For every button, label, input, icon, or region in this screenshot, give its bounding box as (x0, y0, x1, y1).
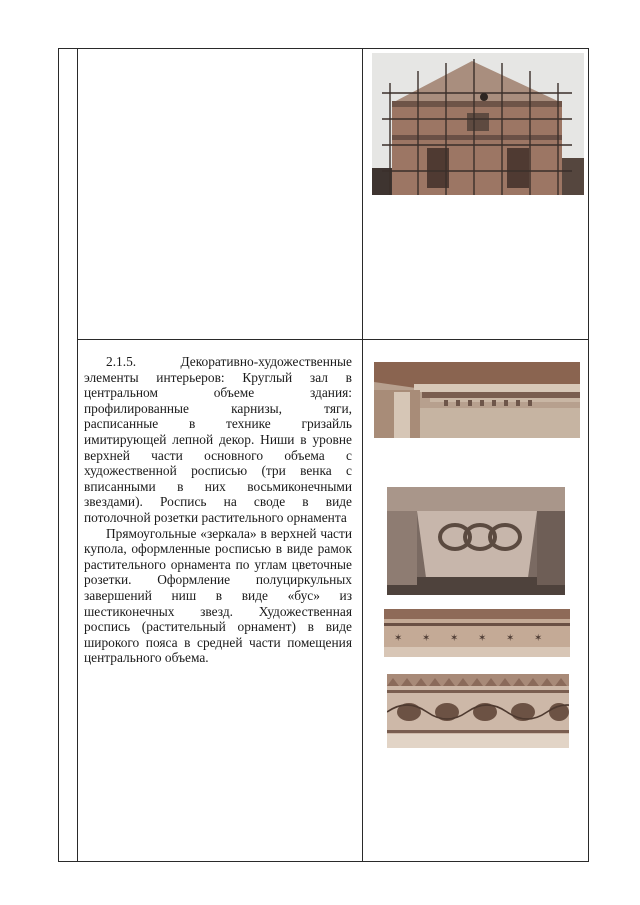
svg-text:✶: ✶ (506, 633, 515, 644)
row-divider (77, 339, 589, 340)
floral-ornament-photo (387, 674, 569, 748)
paragraph-1-body: Круглый зал в центральном объеме здания: профилированные карнизы, тяги, расписанные в технике гризайль имитирующей лепной декор. Ниши в уровне верхней части основного объема с художественной росписью (три венка с вписанными в них восьмиконечными звездами). Роспись на своде в виде потолочной розетки растительного орнамента (84, 369, 352, 525)
section-heading: 2.1.5. Декоративно-художественные элементы интерьеров: (84, 354, 352, 385)
paragraph-1 (84, 354, 352, 526)
cornice-photo (374, 362, 580, 438)
stars-frieze-photo (384, 609, 570, 657)
column-divider-left (77, 48, 78, 862)
column-divider-middle (362, 48, 363, 862)
facade-scaffolding-photo (372, 53, 584, 195)
wreaths-painting-photo (387, 487, 565, 595)
svg-text:✶: ✶ (478, 633, 487, 644)
description-text (84, 354, 352, 666)
svg-text:✶: ✶ (422, 633, 431, 644)
svg-text:✶: ✶ (450, 633, 459, 644)
svg-text:✶: ✶ (534, 633, 543, 644)
paragraph-2: Прямоугольные «зеркала» в верхней части купола, оформленные росписью в виде рамок растительного орнамента по углам цветочные розетки. Оформление полуциркульных завершений ниш в виде «бус» из шестиконечных звезд. Художественная роспись (растительный орнамент) в виде широкого пояса в средней части помещения центрального объема. (84, 525, 352, 666)
svg-text:✶: ✶ (394, 633, 403, 644)
